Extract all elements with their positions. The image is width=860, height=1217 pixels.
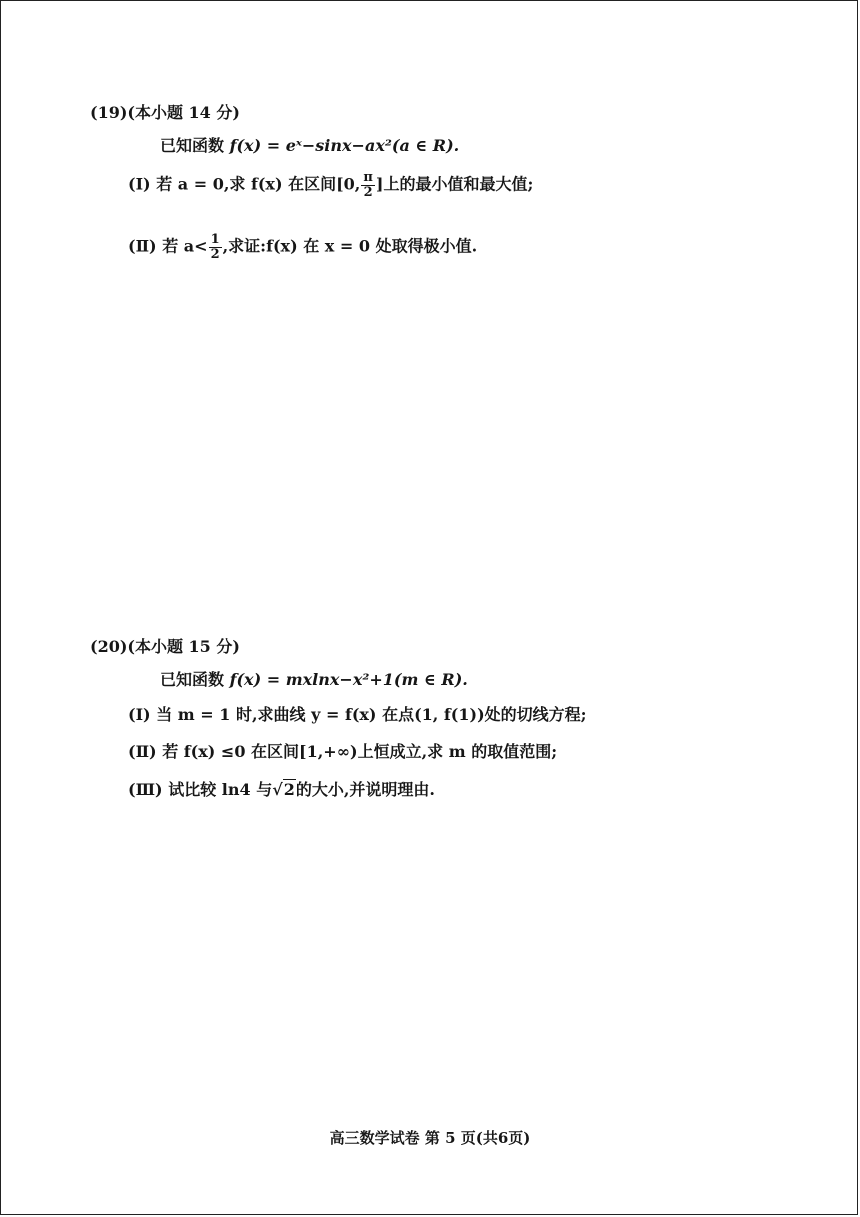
sqrt-argument: 2 xyxy=(283,780,295,799)
q19-part1-label: (Ⅰ) xyxy=(128,174,151,194)
fraction-numerator: π xyxy=(363,170,373,185)
q20-part1-label: (Ⅰ) xyxy=(128,705,151,724)
q20-part3-text-b: 的大小,并说明理由. xyxy=(295,780,436,799)
q19-part1 xyxy=(128,171,533,199)
q20-given-formula: f(x) = mxlnx−x²+1(m ∈ R). xyxy=(229,670,468,689)
q19-header: (19)(本小题 14 分) xyxy=(90,103,240,122)
q20-part3 xyxy=(128,777,435,800)
q19-given-prefix: 已知函数 xyxy=(160,136,225,155)
fraction-numerator: 1 xyxy=(210,232,220,247)
sqrt-symbol: √ xyxy=(272,780,283,799)
q19-part1-text-b: ]上的最小值和最大值; xyxy=(375,174,534,194)
q19-part2 xyxy=(128,233,477,261)
q19-given xyxy=(160,133,459,156)
q19-part2-label: (Ⅱ) xyxy=(128,236,157,256)
q20-part1-text: 当 m = 1 时,求曲线 y = f(x) 在点(1, f(1))处的切线方程; xyxy=(156,705,587,724)
q20-given-prefix: 已知函数 xyxy=(160,670,225,689)
q20-header: (20)(本小题 15 分) xyxy=(90,637,240,656)
q20-part2 xyxy=(128,739,557,762)
fraction-denominator: 2 xyxy=(210,246,220,262)
q19-part2-text-a: 若 a< xyxy=(162,236,208,256)
q20-given xyxy=(160,667,468,690)
q20-part3-label: (Ⅲ) xyxy=(128,780,163,799)
q20-part2-label: (Ⅱ) xyxy=(128,742,157,761)
q19-given-formula: f(x) = eˣ−sinx−ax²(a ∈ R). xyxy=(229,136,460,155)
q19-part1-text-a: 若 a = 0,求 f(x) 在区间[0, xyxy=(156,174,361,194)
q20-part3-text-a: 试比较 ln4 与 xyxy=(168,780,273,799)
page-footer: 高三数学试卷 第 5 页(共6页) xyxy=(329,1129,531,1147)
fraction-denominator: 2 xyxy=(363,184,373,200)
q19-part2-text-b: ,求证:f(x) 在 x = 0 处取得极小值. xyxy=(222,236,478,256)
pi-over-two-fraction xyxy=(361,171,375,199)
q20-part1 xyxy=(128,702,587,725)
one-half-fraction xyxy=(209,233,222,261)
q20-part2-text: 若 f(x) ≤0 在区间[1,+∞)上恒成立,求 m 的取值范围; xyxy=(162,742,558,761)
